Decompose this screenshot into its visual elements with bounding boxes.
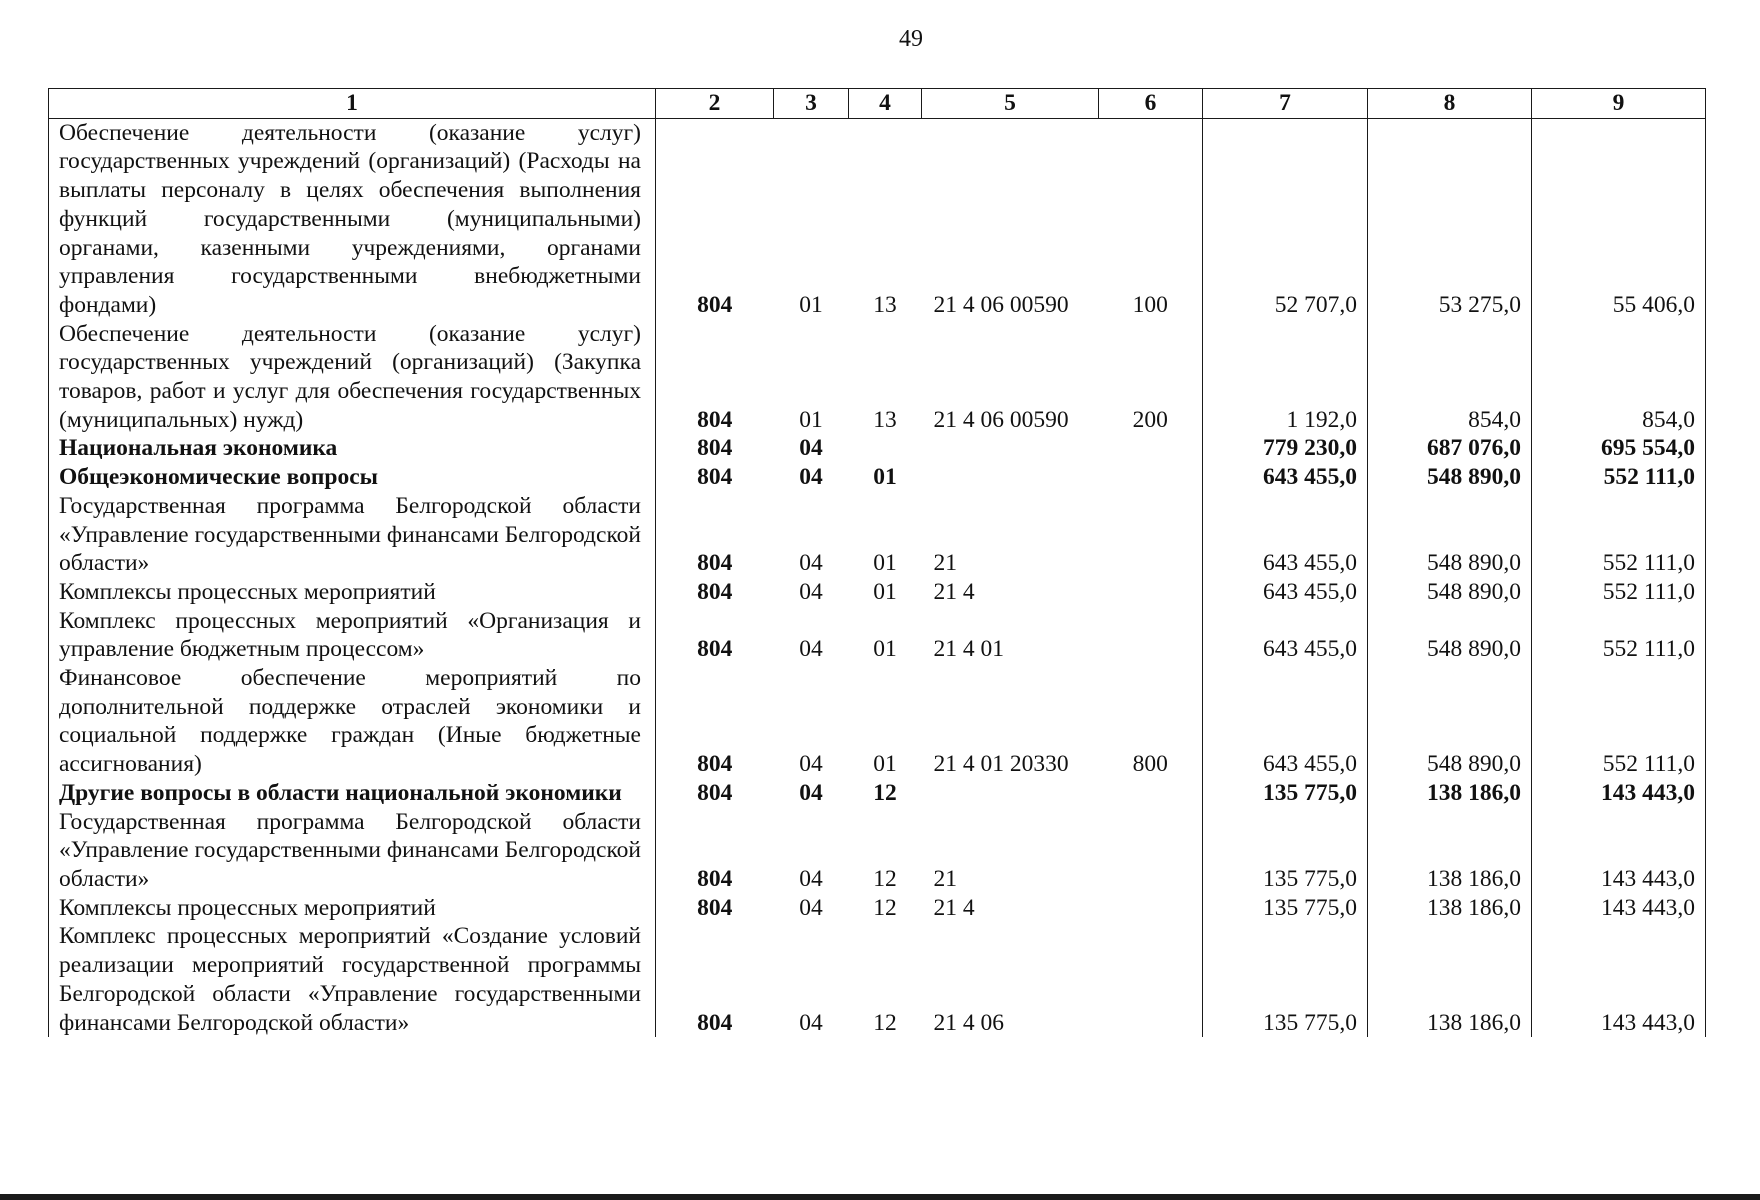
section-code: 01 — [799, 291, 823, 318]
table-row — [49, 664, 1706, 779]
ministry-code: 804 — [656, 607, 774, 664]
row-name: Комплексы процессных мероприятий — [49, 894, 656, 923]
target-article-code — [922, 779, 1099, 808]
expense-type-code — [1099, 434, 1203, 463]
table-row — [49, 434, 1706, 463]
section-code: 04 — [799, 865, 823, 892]
column-header: 2 — [656, 89, 774, 119]
subsection-code: 01 — [873, 751, 897, 778]
amount-column-9: 854,0 — [1532, 320, 1706, 435]
amount-column-9: 552 111,0 — [1532, 664, 1706, 779]
subsection-code: 13 — [873, 406, 897, 433]
subsection-code: 01 — [873, 636, 897, 663]
amount-column-9: 552 111,0 — [1532, 578, 1706, 607]
bottom-rule — [0, 1194, 1760, 1200]
section-code: 04 — [799, 751, 823, 778]
target-article-code — [922, 434, 1099, 463]
ministry-code: 804 — [656, 118, 774, 319]
amount-column-9: 143 443,0 — [1532, 894, 1706, 923]
column-header: 3 — [774, 89, 849, 119]
amount-column-8: 548 890,0 — [1368, 578, 1532, 607]
amount-column-7: 135 775,0 — [1203, 808, 1368, 894]
table-row — [49, 492, 1706, 578]
amount-column-9: 55 406,0 — [1532, 118, 1706, 319]
column-header: 8 — [1368, 89, 1532, 119]
table-row — [49, 578, 1706, 607]
subsection-code — [849, 434, 922, 463]
amount-column-8: 138 186,0 — [1368, 922, 1532, 1037]
table-row — [49, 320, 1706, 435]
ministry-code: 804 — [656, 779, 774, 808]
column-header: 6 — [1099, 89, 1203, 119]
target-article-code: 21 — [933, 865, 957, 892]
amount-column-7: 135 775,0 — [1203, 779, 1368, 808]
expense-type-code — [1099, 607, 1203, 664]
subsection-code: 12 — [873, 1009, 897, 1036]
expense-type-code: 800 — [1099, 664, 1203, 779]
expense-type-code — [1099, 894, 1203, 923]
ministry-code: 804 — [656, 922, 774, 1037]
amount-column-9: 143 443,0 — [1532, 779, 1706, 808]
subsection-code: 12 — [873, 865, 897, 892]
amount-column-7: 1 192,0 — [1203, 320, 1368, 435]
row-name: Комплекс процессных мероприятий «Создание условий реализации мероприятий государственной программы Белгородской области «Управление государственными финансами Белгородской области» — [49, 922, 656, 1037]
table-header-row — [49, 89, 1706, 119]
target-article-code: 21 4 01 — [933, 636, 1004, 663]
subsection-code: 01 — [873, 578, 897, 605]
column-header: 7 — [1203, 89, 1368, 119]
expense-type-code — [1099, 578, 1203, 607]
amount-column-8: 548 890,0 — [1368, 664, 1532, 779]
column-header: 9 — [1532, 89, 1706, 119]
table-row — [49, 607, 1706, 664]
expense-type-code — [1099, 492, 1203, 578]
subsection-code: 12 — [873, 894, 897, 921]
row-name: Комплексы процессных мероприятий — [49, 578, 656, 607]
table-row — [49, 894, 1706, 923]
section-code: 04 — [799, 464, 823, 491]
ministry-code: 804 — [656, 894, 774, 923]
subsection-code: 12 — [873, 779, 897, 806]
target-article-code: 21 4 06 00590 — [933, 406, 1069, 433]
page-number: 49 — [899, 26, 923, 52]
target-article-code: 21 4 — [933, 894, 975, 921]
column-header: 5 — [922, 89, 1099, 119]
table-row — [49, 118, 1706, 319]
table-row — [49, 463, 1706, 492]
section-code: 04 — [799, 435, 823, 462]
amount-column-8: 138 186,0 — [1368, 894, 1532, 923]
section-code: 04 — [799, 550, 823, 577]
column-header: 1 — [49, 89, 656, 119]
subsection-code: 01 — [873, 550, 897, 577]
amount-column-8: 53 275,0 — [1368, 118, 1532, 319]
amount-column-7: 643 455,0 — [1203, 664, 1368, 779]
amount-column-9: 143 443,0 — [1532, 808, 1706, 894]
expense-type-code: 200 — [1099, 320, 1203, 435]
row-name: Финансовое обеспечение мероприятий по дополнительной поддержке отраслей экономики и социальной поддержке граждан (Иные бюджетные ассигнования) — [49, 664, 656, 779]
amount-column-7: 643 455,0 — [1203, 463, 1368, 492]
target-article-code — [922, 463, 1099, 492]
expense-type-code — [1099, 808, 1203, 894]
row-name: Обеспечение деятельности (оказание услуг) государственных учреждений (организаций) (Закупка товаров, работ и услуг для обеспечения государственных (муниципальных) нужд) — [49, 320, 656, 435]
amount-column-8: 548 890,0 — [1368, 492, 1532, 578]
target-article-code: 21 4 06 00590 — [933, 291, 1069, 318]
target-article-code: 21 4 — [933, 578, 975, 605]
amount-column-7: 643 455,0 — [1203, 578, 1368, 607]
ministry-code: 804 — [656, 320, 774, 435]
table-row — [49, 808, 1706, 894]
table-row — [49, 922, 1706, 1037]
amount-column-9: 695 554,0 — [1532, 434, 1706, 463]
amount-column-9: 143 443,0 — [1532, 922, 1706, 1037]
row-name: Государственная программа Белгородской области «Управление государственными финансами Белгородской области» — [49, 808, 656, 894]
section-code: 01 — [799, 406, 823, 433]
ministry-code: 804 — [656, 808, 774, 894]
table-body — [49, 118, 1706, 1037]
section-code: 04 — [799, 894, 823, 921]
amount-column-8: 548 890,0 — [1368, 463, 1532, 492]
table-row — [49, 779, 1706, 808]
amount-column-7: 135 775,0 — [1203, 894, 1368, 923]
target-article-code: 21 4 01 20330 — [933, 751, 1069, 778]
target-article-code: 21 4 06 — [933, 1009, 1004, 1036]
amount-column-8: 854,0 — [1368, 320, 1532, 435]
column-header: 4 — [849, 89, 922, 119]
expense-type-code — [1099, 463, 1203, 492]
row-name: Комплекс процессных мероприятий «Организация и управление бюджетным процессом» — [49, 607, 656, 664]
amount-column-9: 552 111,0 — [1532, 492, 1706, 578]
expense-type-code — [1099, 779, 1203, 808]
section-code: 04 — [799, 578, 823, 605]
amount-column-8: 138 186,0 — [1368, 779, 1532, 808]
ministry-code: 804 — [656, 578, 774, 607]
row-name: Другие вопросы в области национальной экономики — [49, 779, 656, 808]
amount-column-7: 52 707,0 — [1203, 118, 1368, 319]
row-name: Общеэкономические вопросы — [49, 463, 656, 492]
target-article-code: 21 — [933, 550, 957, 577]
amount-column-8: 138 186,0 — [1368, 808, 1532, 894]
amount-column-8: 687 076,0 — [1368, 434, 1532, 463]
section-code: 04 — [799, 779, 823, 806]
ministry-code: 804 — [656, 434, 774, 463]
expense-type-code — [1099, 922, 1203, 1037]
amount-column-9: 552 111,0 — [1532, 607, 1706, 664]
amount-column-7: 135 775,0 — [1203, 922, 1368, 1037]
amount-column-9: 552 111,0 — [1532, 463, 1706, 492]
expense-type-code: 100 — [1099, 118, 1203, 319]
ministry-code: 804 — [656, 664, 774, 779]
amount-column-8: 548 890,0 — [1368, 607, 1532, 664]
section-code: 04 — [799, 636, 823, 663]
budget-table — [48, 88, 1706, 1037]
section-code: 04 — [799, 1009, 823, 1036]
amount-column-7: 779 230,0 — [1203, 434, 1368, 463]
subsection-code: 01 — [873, 464, 897, 491]
subsection-code: 13 — [873, 291, 897, 318]
row-name: Обеспечение деятельности (оказание услуг) государственных учреждений (организаций) (Расходы на выплаты персоналу в целях обеспечения выполнения функций государственными (муниципальными) органами, казенными учреждениями, органами управления государственными внебюджетными фондами) — [49, 118, 656, 319]
amount-column-7: 643 455,0 — [1203, 492, 1368, 578]
row-name: Государственная программа Белгородской области «Управление государственными финансами Белгородской области» — [49, 492, 656, 578]
ministry-code: 804 — [656, 492, 774, 578]
row-name: Национальная экономика — [49, 434, 656, 463]
amount-column-7: 643 455,0 — [1203, 607, 1368, 664]
ministry-code: 804 — [656, 463, 774, 492]
